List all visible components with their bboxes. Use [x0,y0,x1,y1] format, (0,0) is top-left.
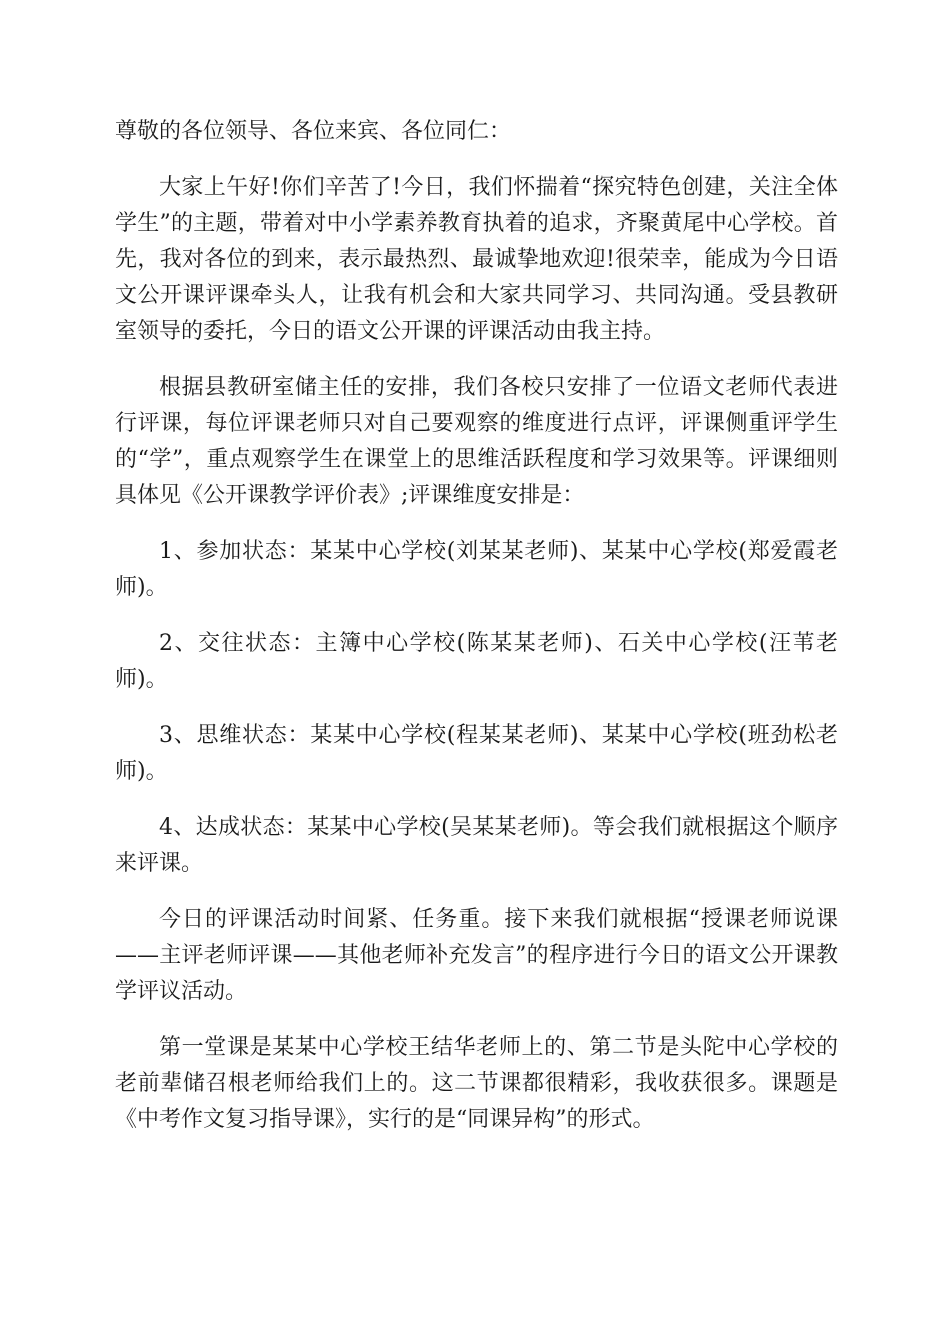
paragraph-lessons: 第一堂课是某某中心学校王结华老师上的、第二节是头陀中心学校的老前辈储召根老师给我们上的。这二节课都很精彩，我收获很多。课题是《中考作文复习指导课》，实行的是“同课异构”的形式。 [115,1035,838,1132]
paragraph-arrangement: 根据县教研室储主任的安排，我们各校只安排了一位语文老师代表进行评课，每位评课老师只对自己要观察的维度进行点评，评课侧重评学生的“学”，重点观察学生在课堂上的思维活跃程度和学习效果等。评课细则具体见《公开课教学评价表》;评课维度安排是： [115,375,838,508]
paragraph-procedure: 今日的评课活动时间紧、任务重。接下来我们就根据“授课老师说课——主评老师评课——其他老师补充发言”的程序进行今日的语文公开课教学评议活动。 [115,907,838,1004]
paragraph-dimension-3: 3、思维状态：某某中心学校(程某某老师)、某某中心学校(班劲松老师)。 [115,723,838,784]
paragraph-dimension-1: 1、参加状态：某某中心学校(刘某某老师)、某某中心学校(郑爱霞老师)。 [115,539,838,600]
document-body [115,114,838,1158]
salutation: 尊敬的各位领导、各位来宾、各位同仁： [115,119,512,144]
paragraph-dimension-4: 4、达成状态：某某中心学校(吴某某老师)。等会我们就根据这个顺序来评课。 [115,815,838,876]
paragraph-dimension-2: 2、交往状态：主簿中心学校(陈某某老师)、石关中心学校(汪苇老师)。 [115,631,838,692]
paragraph-greeting: 大家上午好!你们辛苦了!今日，我们怀揣着“探究特色创建，关注全体学生”的主题，带着对中小学素养教育执着的追求，齐聚黄尾中心学校。首先，我对各位的到来，表示最热烈、最诚挚地欢迎!很荣幸，能成为今日语文公开课评课牵头人，让我有机会和大家共同学习、共同沟通。受县教研室领导的委托，今日的语文公开课的评课活动由我主持。 [115,175,838,344]
